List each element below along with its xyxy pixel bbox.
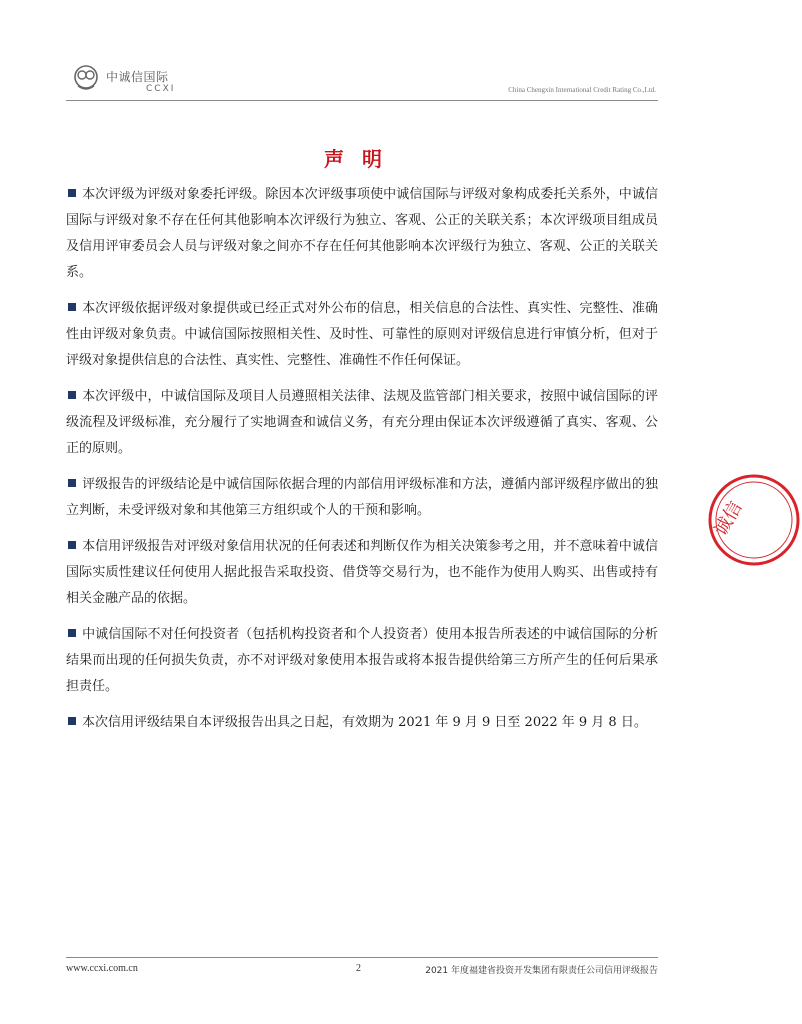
page-title: 声明 xyxy=(324,147,400,171)
statement-paragraph xyxy=(66,296,658,374)
svg-text:诚信: 诚信 xyxy=(710,497,747,540)
paragraph-text: 本次信用评级结果自本评级报告出具之日起，有效期为 2021 年 9 月 9 日至 2022 年 9 月 8 日。 xyxy=(82,715,647,730)
paragraph-text: 本次评级中，中诚信国际及项目人员遵照相关法律、法规及监管部门相关要求，按照中诚信国际的评级流程及评级标准，充分履行了实地调查和诚信义务，有充分理由保证本次评级遵循了真实、客观、公正的原则。 xyxy=(66,389,658,456)
footer-report-title: 2021 年度福建省投资开发集团有限责任公司信用评级报告 xyxy=(425,966,658,976)
paragraph-text: 本次评级依据评级对象提供或已经正式对外公布的信息，相关信息的合法性、真实性、完整性、准确性由评级对象负责。中诚信国际按照相关性、及时性、可靠性的原则对评级信息进行审慎分析，但对于评级对象提供信息的合法性、真实性、完整性、准确性不作任何保证。 xyxy=(66,301,658,368)
statement-paragraph xyxy=(66,182,658,286)
paragraph-text: 本信用评级报告对评级对象信用状况的任何表述和判断仅作为相关决策参考之用，并不意味着中诚信国际实质性建议任何使用人据此报告采取投资、借贷等交易行为，也不能作为使用人购买、出售或持有相关金融产品的依据。 xyxy=(66,539,658,606)
logo-chinese-text: 中诚信国际 xyxy=(106,70,169,84)
square-bullet-icon xyxy=(68,629,76,637)
statement-paragraph xyxy=(66,622,658,700)
footer-website: www.ccxi.com.cn xyxy=(66,963,138,974)
square-bullet-icon xyxy=(68,303,76,311)
square-bullet-icon xyxy=(68,391,76,399)
statement-paragraph xyxy=(66,384,658,462)
header-divider xyxy=(66,100,658,101)
page-header xyxy=(66,58,658,102)
ccxi-logo-icon xyxy=(70,62,102,94)
company-english-name: China Chengxin International Credit Rating Co.,Ltd. xyxy=(508,86,656,94)
statement-paragraph xyxy=(66,534,658,612)
page-number: 2 xyxy=(356,963,361,974)
square-bullet-icon xyxy=(68,717,76,725)
square-bullet-icon xyxy=(68,541,76,549)
paragraph-text: 评级报告的评级结论是中诚信国际依据合理的内部信用评级标准和方法，遵循内部评级程序做出的独立判断，未受评级对象和其他第三方组织或个人的干预和影响。 xyxy=(66,477,658,518)
square-bullet-icon xyxy=(68,189,76,197)
logo-english-text: CCXI xyxy=(146,84,176,94)
paragraph-text: 中诚信国际不对任何投资者（包括机构投资者和个人投资者）使用本报告所表述的中诚信国际的分析结果而出现的任何损失负责，亦不对评级对象使用本报告或将本报告提供给第三方所产生的任何后果承担责任。 xyxy=(66,627,658,694)
paragraph-text: 本次评级为评级对象委托评级。除因本次评级事项使中诚信国际与评级对象构成委托关系外，中诚信国际与评级对象不存在任何其他影响本次评级行为独立、客观、公正的关联关系；本次评级项目组成员及信用评审委员会人员与评级对象之间亦不存在任何其他影响本次评级行为独立、客观、公正的关联关系。 xyxy=(66,187,658,280)
footer-divider xyxy=(66,957,658,958)
statement-paragraph xyxy=(66,710,658,736)
statement-paragraph xyxy=(66,472,658,524)
square-bullet-icon xyxy=(68,479,76,487)
company-seal-stamp xyxy=(706,472,802,568)
statement-body xyxy=(66,182,658,746)
